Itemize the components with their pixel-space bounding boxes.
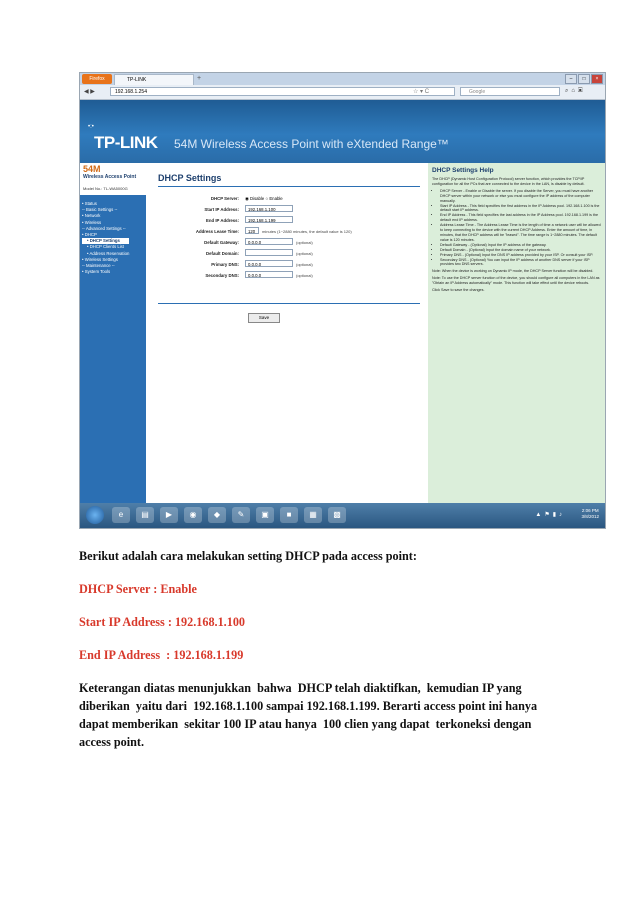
help-intro: The DHCP (Dynamic Host Configuration Protocol) server function, which provides the TCP/IP configuration for all the PCs that are connected to the device in the LAN, is disable by default. <box>432 177 585 186</box>
app-icon[interactable]: ▦ <box>304 507 322 523</box>
sidebar-item-maintenance: -- Maintenance -- <box>82 263 115 269</box>
doc-para-line: dapat memberikan sekitar 100 IP atau hanya 100 clien yang dapat terkoneksi dengan <box>79 717 532 731</box>
primary-dns-row <box>146 260 428 269</box>
sidebar-item-advanced-settings: -- Advanced Settings -- <box>82 225 126 231</box>
secondary-dns-input[interactable]: 0.0.0.0 <box>245 271 293 278</box>
divider <box>158 186 420 187</box>
router-banner <box>80 100 605 163</box>
router-sidebar <box>80 163 146 503</box>
address-bar[interactable]: 192.168.1.254 <box>110 87 455 96</box>
disable-radio-icon[interactable]: ◉ <box>245 196 249 201</box>
close-icon[interactable]: × <box>591 74 603 84</box>
domain-input[interactable] <box>245 249 293 256</box>
app-icon[interactable]: ■ <box>280 507 298 523</box>
browser-tab[interactable]: TP-LINK <box>114 74 194 85</box>
help-list <box>432 189 601 268</box>
secondary-dns-label: Secondary DNS: <box>205 273 239 278</box>
help-panel <box>428 163 605 503</box>
dhcp-server-row <box>146 194 428 203</box>
logo-mark-icon: •:• <box>88 124 94 130</box>
firefox-menu-button[interactable]: Firefox <box>82 74 112 84</box>
sidebar-item-basic-settings: -- Basic Settings -- <box>82 207 118 213</box>
start-ip-row <box>146 205 428 214</box>
tp-link-logo: TP-LINK <box>94 133 158 152</box>
sidebar-item-dhcp-settings[interactable]: • DHCP Settings <box>82 238 129 244</box>
lease-time-label: Address Lease Time: <box>195 229 239 234</box>
optional-note: (optional) <box>296 240 313 245</box>
back-forward-icon[interactable]: ◀ ▶ <box>84 89 95 95</box>
gateway-label: Default Gateway: <box>204 240 239 245</box>
search-input[interactable]: Google <box>460 87 560 96</box>
save-button[interactable]: Save <box>248 313 280 323</box>
bookmark-star-icon[interactable]: ☆ ▾ C <box>413 89 430 95</box>
system-tray-icons[interactable]: ▲⚑▮♪ <box>535 512 565 518</box>
dhcp-settings-panel <box>146 163 428 503</box>
browser-nav-bar <box>80 85 605 100</box>
primary-dns-input[interactable]: 0.0.0.0 <box>245 260 293 267</box>
optional-note: (optional) <box>296 251 313 256</box>
enable-radio-icon[interactable]: ○ <box>265 196 269 201</box>
sidebar-item-system-tools[interactable]: • System Tools <box>82 269 111 275</box>
help-item: • Default Gateway - (Optional) Input the IP address of the gateway. <box>440 243 601 248</box>
media-icon[interactable]: ▶ <box>160 507 178 523</box>
sidebar-item-network[interactable]: • Network <box>82 213 101 219</box>
help-item: • Default Domain - (Optional) Input the domain name of your network. <box>440 248 601 253</box>
disable-radio-label: Disable <box>249 196 265 201</box>
doc-start-ip: Start IP Address : 192.168.1.100 <box>79 615 246 629</box>
sidebar-menu <box>82 201 129 275</box>
doc-para-line: access point. <box>79 735 144 749</box>
doc-dhcp-server: DHCP Server : Enable <box>79 582 197 596</box>
banner-tagline: 54M Wireless Access Point with eXtended Range™ <box>174 137 449 151</box>
end-ip-label: End IP Address: <box>206 218 239 223</box>
dhcp-server-label: DHCP Server: <box>210 196 239 201</box>
page-title: DHCP Settings <box>158 173 222 183</box>
browser-tab-bar <box>80 73 605 85</box>
lease-time-note: minutes (1~2880 minutes, the default value is 120) <box>262 229 352 234</box>
maximize-icon[interactable]: □ <box>578 74 590 84</box>
divider <box>158 303 420 304</box>
start-button-icon[interactable] <box>86 506 104 524</box>
ie-icon[interactable]: e <box>112 507 130 523</box>
start-ip-input[interactable]: 192.168.1.100 <box>245 205 293 212</box>
toolbar-icons[interactable]: ⌕⌂▣ <box>565 88 586 94</box>
help-item: • Secondary DNS - (Optional) You can input the IP address of another DNS server if your ISP provides two DNS servers. <box>440 258 601 268</box>
help-item: • DHCP Server - Enable or Disable the server. If you disable the Server, you must have another DHCP server within your network or else you must configure the IP address of the computer manually. <box>440 189 601 204</box>
sidebar-item-dhcp-clients[interactable]: • DHCP Clients List <box>87 244 125 250</box>
clock-date: 3/8/2012 <box>581 514 599 519</box>
help-text <box>432 177 601 295</box>
app-icon[interactable]: ✎ <box>232 507 250 523</box>
help-save-hint: Click Save to save the changes. <box>432 288 485 293</box>
domain-label: Default Domain: <box>206 251 239 256</box>
sidebar-item-wireless[interactable]: • Wireless <box>82 219 102 225</box>
clock-time: 2:06 PM <box>581 508 599 513</box>
help-note: Note: To use the DHCP server function of the device, you should configure all computers in the LAN as "Obtain an IP Address automatically" mode. This function will take effect until the device reboots. <box>432 276 600 286</box>
doc-intro: Berikut adalah cara melakukan setting DHCP pada access point: <box>79 549 417 563</box>
firefox-icon[interactable]: ◉ <box>184 507 202 523</box>
help-item: • Primary DNS - (Optional) Input the DNS IP address provided by your ISP. Or consult your ISP. <box>440 253 601 258</box>
lease-time-row <box>146 227 428 236</box>
sidebar-item-wireless-settings[interactable]: • Wireless Settings <box>82 256 118 262</box>
model-header <box>80 163 146 195</box>
optional-note: (optional) <box>296 273 313 278</box>
windows-taskbar <box>80 503 605 528</box>
doc-para-line: diberikan yaitu dari 192.168.1.100 sampai 192.168.1.199. Berarti access point ini hanya <box>79 699 538 713</box>
help-item: • End IP Address - This field specifies the last address in the IP Address pool. 192.168.1.199 is the default end IP address. <box>440 213 601 223</box>
help-item: • Address Lease Time - The Address Lease Time is the length of time a network user will be allowed to keep connecting to the device with the current DHCP Address. Enter the amount of time, in minutes, that the DHCP address will be "leased". The time range is 1~2880 minutes. The default value is 120 minutes. <box>440 223 601 243</box>
window-controls <box>565 74 603 84</box>
minimize-icon[interactable]: – <box>565 74 577 84</box>
enable-radio-label: Enable <box>269 196 283 201</box>
end-ip-input[interactable]: 192.168.1.199 <box>245 216 293 223</box>
app-icon[interactable]: ◆ <box>208 507 226 523</box>
taskbar-clock[interactable] <box>581 508 599 520</box>
secondary-dns-row <box>146 271 428 280</box>
model-number: Model No.: TL-WA5000G <box>83 186 128 191</box>
help-note: Note: When the device is working on Dynamic IP mode, the DHCP Server function will be disabled. <box>432 269 594 274</box>
doc-para-line: Keterangan diatas menunjukkan bahwa DHCP telah diaktifkan, kemudian IP yang <box>79 681 522 695</box>
dhcp-server-radio <box>245 194 283 203</box>
sidebar-item-status[interactable]: • Status <box>82 201 97 206</box>
router-screenshot <box>79 72 606 529</box>
gateway-row <box>146 238 428 247</box>
help-title: DHCP Settings Help <box>432 167 494 174</box>
folder-icon[interactable]: ▤ <box>136 507 154 523</box>
gateway-input[interactable]: 0.0.0.0 <box>245 238 293 245</box>
help-item: • Start IP Address - This field specifies the first address in the IP Address pool. 192.168.1.100 is the default start IP address. <box>440 204 601 214</box>
sidebar-item-dhcp[interactable]: • DHCP <box>82 232 97 238</box>
sidebar-item-address-reservation[interactable]: • Address Reservation <box>87 250 130 256</box>
new-tab-icon[interactable]: + <box>197 75 202 82</box>
model-type: Wireless Access Point <box>83 174 137 180</box>
doc-end-ip: End IP Address : 192.168.1.199 <box>79 648 244 662</box>
primary-dns-label: Primary DNS: <box>211 262 239 267</box>
model-speed: 54M <box>83 164 101 174</box>
taskbar-apps <box>112 507 346 523</box>
lease-time-input[interactable]: 120 <box>245 227 259 234</box>
start-ip-label: Start IP Address: <box>204 207 239 212</box>
optional-note: (optional) <box>296 262 313 267</box>
domain-row <box>146 249 428 258</box>
end-ip-row <box>146 216 428 225</box>
app-icon[interactable]: ▩ <box>328 507 346 523</box>
app-icon[interactable]: ▣ <box>256 507 274 523</box>
